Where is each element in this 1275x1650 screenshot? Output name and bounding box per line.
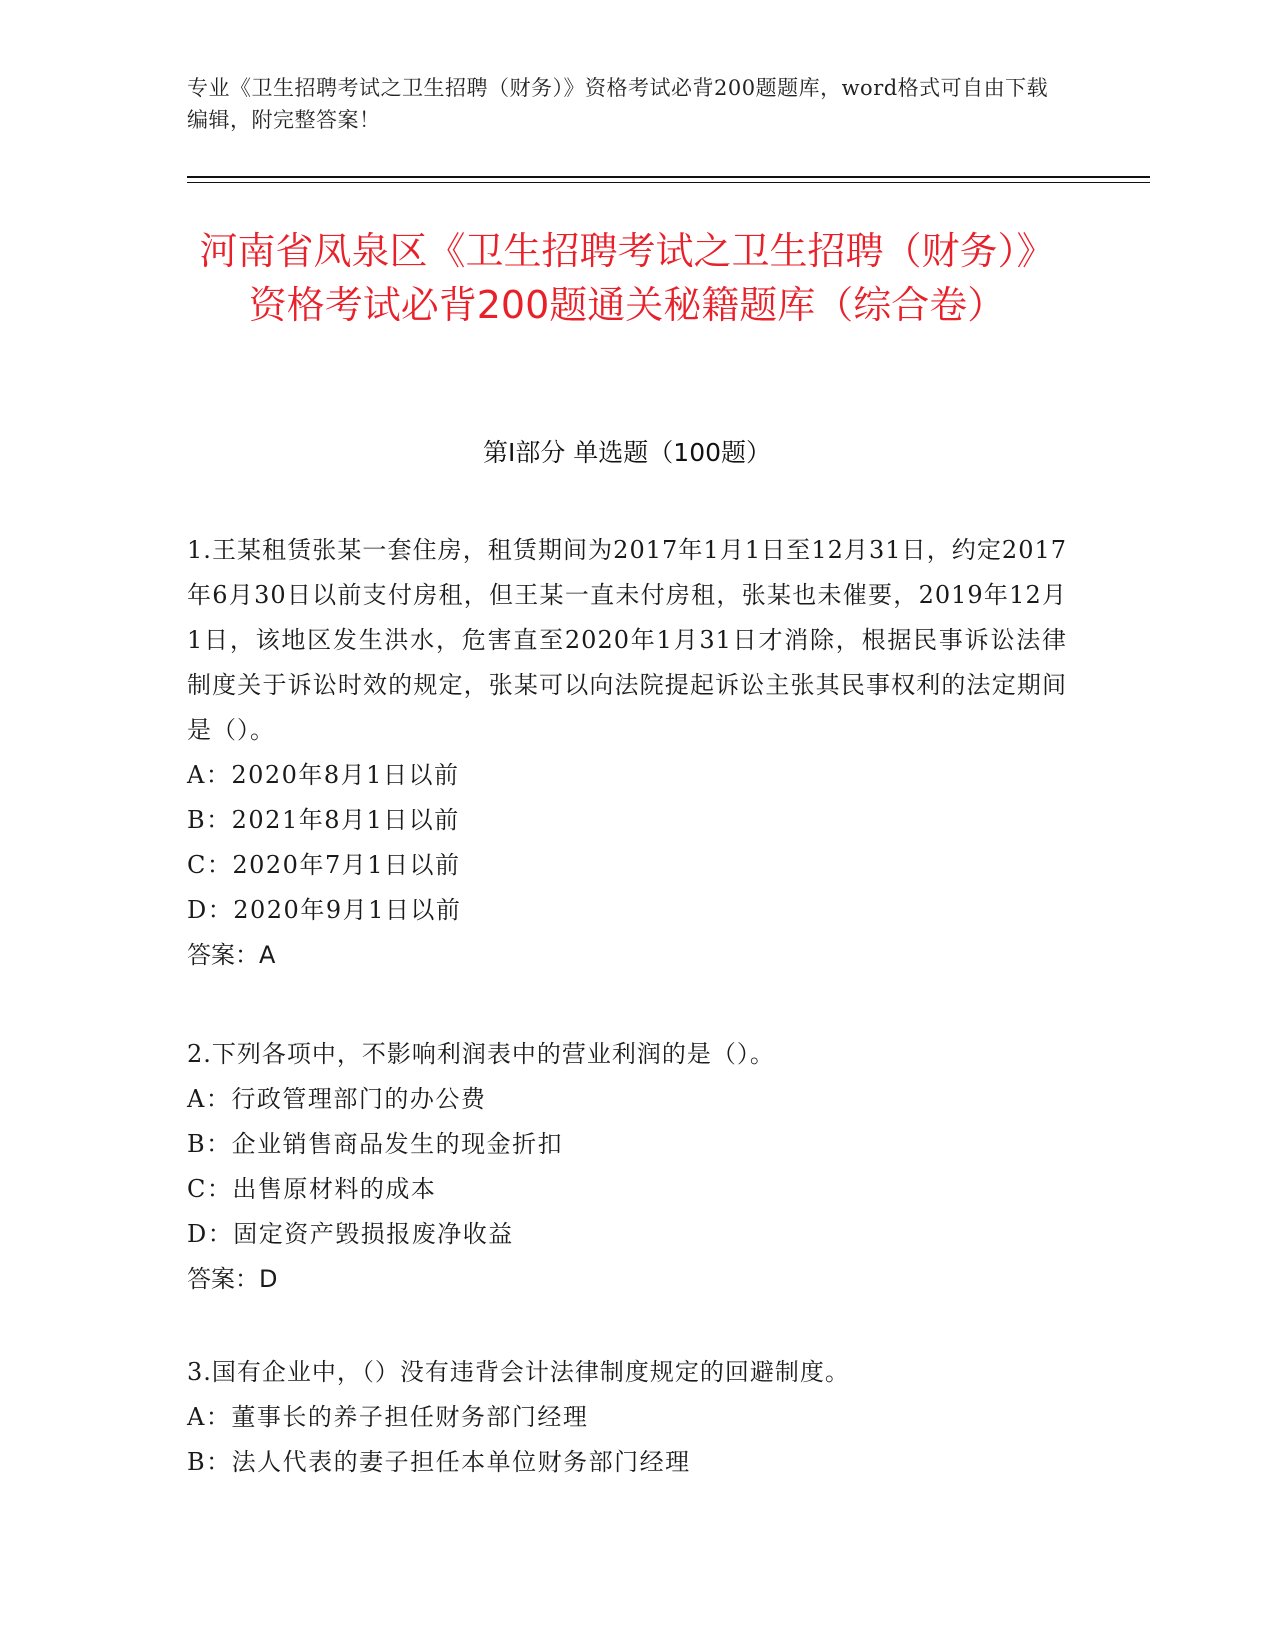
question-1	[187, 528, 1067, 978]
answer: 答案：A	[187, 941, 276, 969]
question-stem: 1.王某租赁张某一套住房，租赁期间为2017年1月1日至12月31日，约定2017年6月30日以前支付房租，但王某一直未付房租，张某也未催要，2019年12月1日，该地区发生洪水，危害直至2020年1月31日才消除，根据民事诉讼法律制度关于诉讼时效的规定，张某可以向法院提起诉讼主张其民事权利的法定期间是（）。	[187, 536, 1067, 744]
header-divider-thin	[187, 182, 1150, 183]
answer: 答案：D	[187, 1265, 278, 1293]
option-b: B：企业销售商品发生的现金折扣	[187, 1130, 564, 1158]
option-d: D：2020年9月1日以前	[187, 896, 462, 924]
option-c: C：2020年7月1日以前	[187, 851, 461, 879]
option-a: A：2020年8月1日以前	[187, 761, 460, 789]
document-title: 河南省凤泉区《卫生招聘考试之卫生招聘（财务）》资格考试必背200题通关秘籍题库（综合卷）	[199, 229, 1055, 327]
option-b: B：2021年8月1日以前	[187, 806, 460, 834]
option-b: B：法人代表的妻子担任本单位财务部门经理	[187, 1448, 691, 1476]
option-list	[187, 753, 1067, 933]
option-c: C：出售原材料的成本	[187, 1175, 437, 1203]
option-a: A：行政管理部门的办公费	[187, 1085, 487, 1113]
header-note: 专业《卫生招聘考试之卫生招聘（财务）》资格考试必背200题题库，word格式可自由下载编辑，附完整答案！	[187, 76, 1049, 132]
question-stem: 3.国有企业中，（）没有违背会计法律制度规定的回避制度。	[187, 1358, 850, 1386]
option-a: A：董事长的养子担任财务部门经理	[187, 1403, 589, 1431]
option-list	[187, 1395, 1067, 1485]
question-2	[187, 1032, 1067, 1302]
header-divider-thick	[187, 176, 1150, 178]
question-stem: 2.下列各项中，不影响利润表中的营业利润的是（）。	[187, 1040, 775, 1068]
option-d: D：固定资产毁损报废净收益	[187, 1220, 514, 1248]
section-heading: 第I部分 单选题（100题）	[482, 438, 772, 467]
option-list	[187, 1077, 1067, 1257]
question-3	[187, 1350, 1067, 1485]
